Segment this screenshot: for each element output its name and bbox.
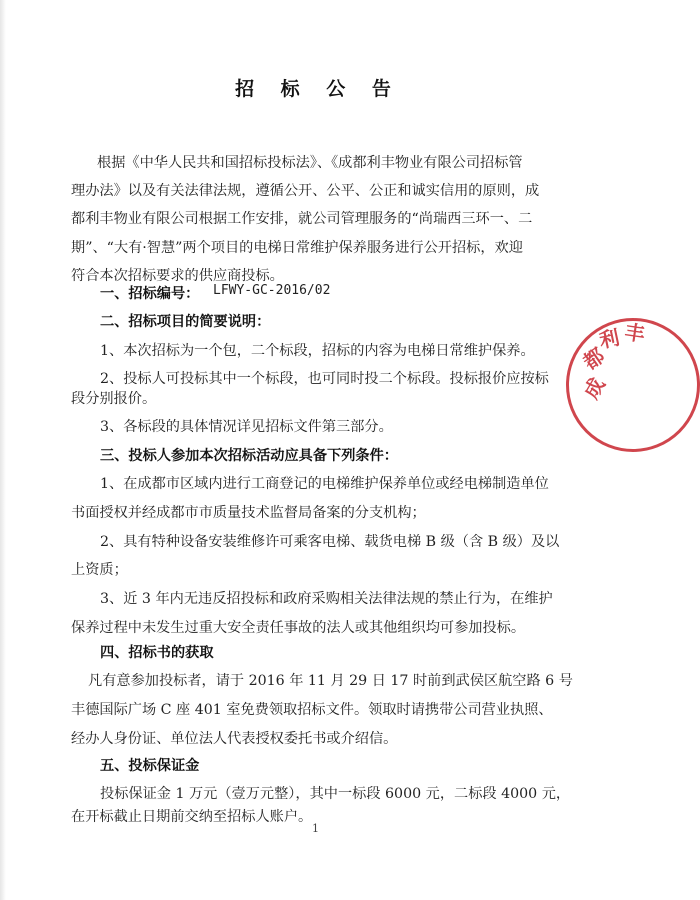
intro-line: 根据《中华人民共和国招标投标法》、《成都利丰物业有限公司招标管 bbox=[97, 155, 523, 171]
document-title: 招 标 公 告 bbox=[235, 78, 401, 100]
company-seal bbox=[566, 318, 700, 452]
section-2-line: 2、投标人可投标其中一个标段，也可同时投二个标段。投标报价应按标 bbox=[100, 371, 549, 387]
section-2-line: 段分别报价。 bbox=[71, 391, 157, 407]
seal-char: 利 bbox=[597, 325, 622, 353]
section-3-line: 保养过程中未发生过重大安全责任事故的法人或其他组织均可参加投标。 bbox=[71, 620, 526, 636]
section-3-heading: 三、投标人参加本次招标活动应具备下列条件： bbox=[100, 448, 398, 464]
seal-char: 成 bbox=[578, 373, 610, 403]
intro-line: 符合本次招标要求的供应商投标。 bbox=[71, 268, 284, 284]
intro-line: 都利丰物业有限公司根据工作安排，就公司管理服务的“尚瑞西三环一、二 bbox=[71, 211, 533, 227]
section-4-line: 经办人身份证、单位法人代表授权委托书或介绍信。 bbox=[71, 731, 398, 747]
section-4-heading: 四、招标书的获取 bbox=[100, 645, 214, 661]
section-2-line: 3、各标段的具体情况详见招标文件第三部分。 bbox=[100, 419, 393, 435]
section-3-line: 上资质； bbox=[71, 562, 128, 578]
section-2-heading: 二、招标项目的简要说明： bbox=[100, 314, 271, 330]
section-3-line: 3、近 3 年内无违反招投标和政府采购相关法律法规的禁止行为，在维护 bbox=[100, 591, 553, 607]
section-5-heading: 五、投标保证金 bbox=[100, 758, 200, 774]
bid-number: LFWY-GC-2016/02 bbox=[213, 283, 331, 298]
page-number: 1 bbox=[312, 822, 319, 835]
scan-edge bbox=[0, 0, 6, 900]
section-3-line: 书面授权并经成都市市质量技术监督局备案的分支机构； bbox=[71, 505, 426, 521]
section-5-line: 在开标截止日期前交纳至招标人账户。 bbox=[71, 809, 313, 825]
section-1-heading: 一、招标编号： bbox=[100, 286, 200, 302]
seal-char: 丰 bbox=[623, 319, 647, 347]
section-5-line: 投标保证金 1 万元（壹万元整），其中一标段 6000 元，二标段 4000 元， bbox=[100, 786, 571, 802]
section-2-line: 1、本次招标为一个包，二个标段，招标的内容为电梯日常维护保养。 bbox=[100, 343, 535, 359]
intro-line: 理办法》以及有关法律法规，遵循公开、公平、公正和诚实信用的原则，成 bbox=[71, 183, 540, 199]
section-4-line: 丰德国际广场 C 座 401 室免费领取招标文件。领取时请携带公司营业执照、 bbox=[71, 702, 553, 718]
section-4-line: 凡有意参加投标者，请于 2016 年 11 月 29 日 17 时前到武侯区航空路 6 号 bbox=[88, 673, 573, 689]
section-3-line: 1、在成都市区域内进行工商登记的电梯维护保养单位或经电梯制造单位 bbox=[100, 476, 549, 492]
intro-line: 期”、“大有·智慧”两个项目的电梯日常维护保养服务进行公开招标，欢迎 bbox=[71, 240, 523, 256]
seal-char: 都 bbox=[578, 343, 609, 375]
section-3-line: 2、具有特种设备安装维修许可乘客电梯、载货电梯 B 级（含 B 级）及以 bbox=[100, 534, 560, 550]
